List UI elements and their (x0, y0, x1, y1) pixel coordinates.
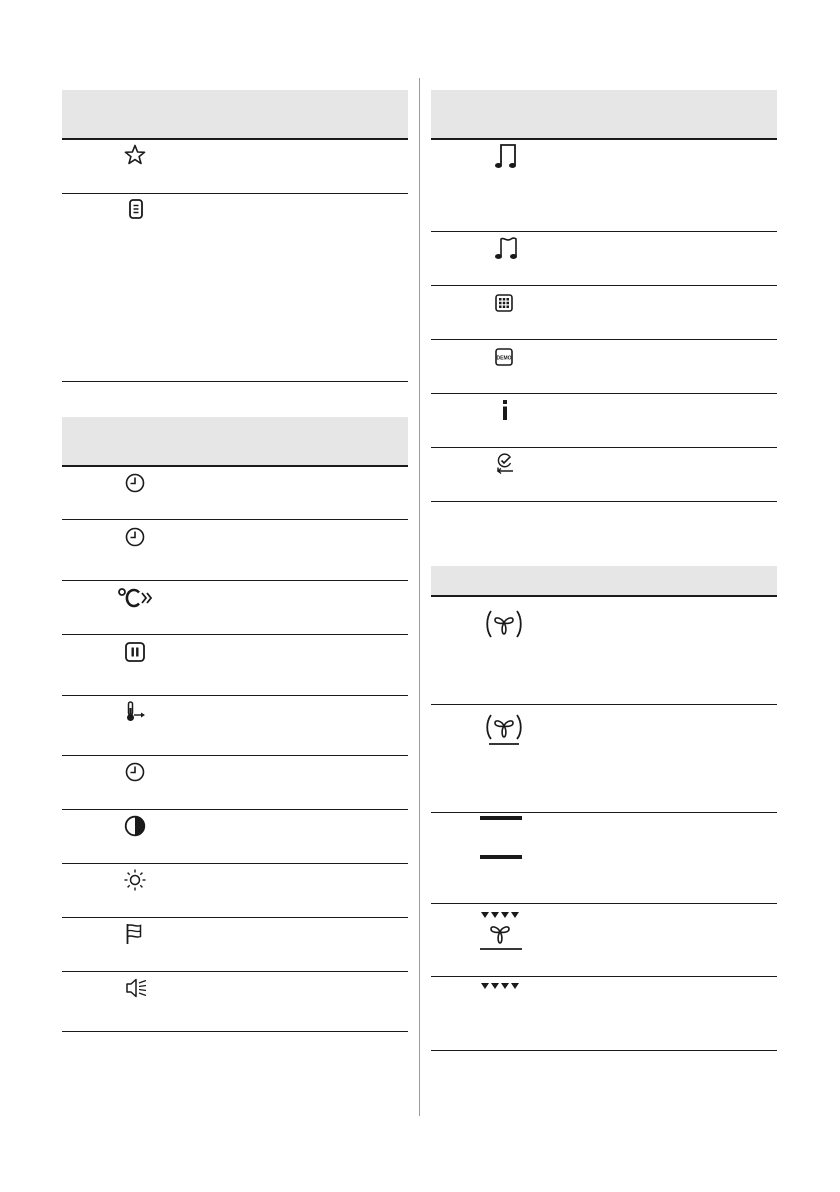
grill-fan-icon (477, 911, 527, 953)
clock-icon (125, 527, 145, 547)
sun-brightness-icon (123, 868, 147, 892)
row-rule (431, 903, 777, 904)
check-reset-icon (495, 453, 517, 475)
star-outline-icon (124, 144, 146, 166)
row-rule (431, 447, 777, 448)
row-rule (62, 519, 408, 520)
row-rule (62, 863, 408, 864)
music-wave-icon (494, 236, 520, 262)
row-rule (62, 193, 408, 194)
column-divider (419, 78, 420, 1116)
header-rule (62, 138, 408, 140)
header-rule (62, 465, 408, 467)
row-rule (431, 231, 777, 232)
grill-icon (477, 982, 527, 992)
row-rule (62, 809, 408, 810)
demo-label: DEMO (496, 355, 512, 362)
fan-top-heat-icon (484, 713, 524, 747)
pause-icon (125, 642, 145, 662)
half-circle-contrast-icon (124, 815, 146, 837)
table-header (431, 566, 777, 595)
demo-mode-icon (495, 348, 513, 366)
row-rule (62, 755, 408, 756)
header-rule (431, 595, 777, 597)
thermometer-probe-icon (125, 701, 147, 723)
row-rule (62, 580, 408, 581)
row-rule (62, 917, 408, 918)
row-rule (431, 1050, 777, 1051)
row-rule (431, 704, 777, 705)
fan-icon (484, 608, 524, 640)
row-rule (431, 501, 777, 502)
row-rule (431, 812, 777, 813)
row-rule (62, 634, 408, 635)
music-note-icon (494, 143, 520, 171)
row-rule (62, 695, 408, 696)
row-rule (431, 976, 777, 977)
flag-wave-icon (125, 923, 147, 945)
row-rule (62, 971, 408, 972)
table-header (62, 90, 408, 138)
keypad-grid-icon (495, 294, 513, 312)
row-rule (62, 1031, 408, 1032)
clock-icon (125, 473, 145, 493)
top-bottom-heat-icon (480, 816, 524, 860)
row-rule (431, 393, 777, 394)
table-header (431, 90, 777, 138)
info-icon (500, 399, 510, 421)
degree-celsius-fast-forward-icon (118, 587, 156, 609)
row-rule (431, 339, 777, 340)
rounded-list-icon (129, 199, 143, 219)
speaker-volume-icon (125, 977, 149, 999)
header-rule (431, 138, 777, 140)
table-header (62, 417, 408, 465)
row-rule (431, 285, 777, 286)
row-rule (62, 381, 408, 382)
clock-icon (125, 762, 145, 782)
